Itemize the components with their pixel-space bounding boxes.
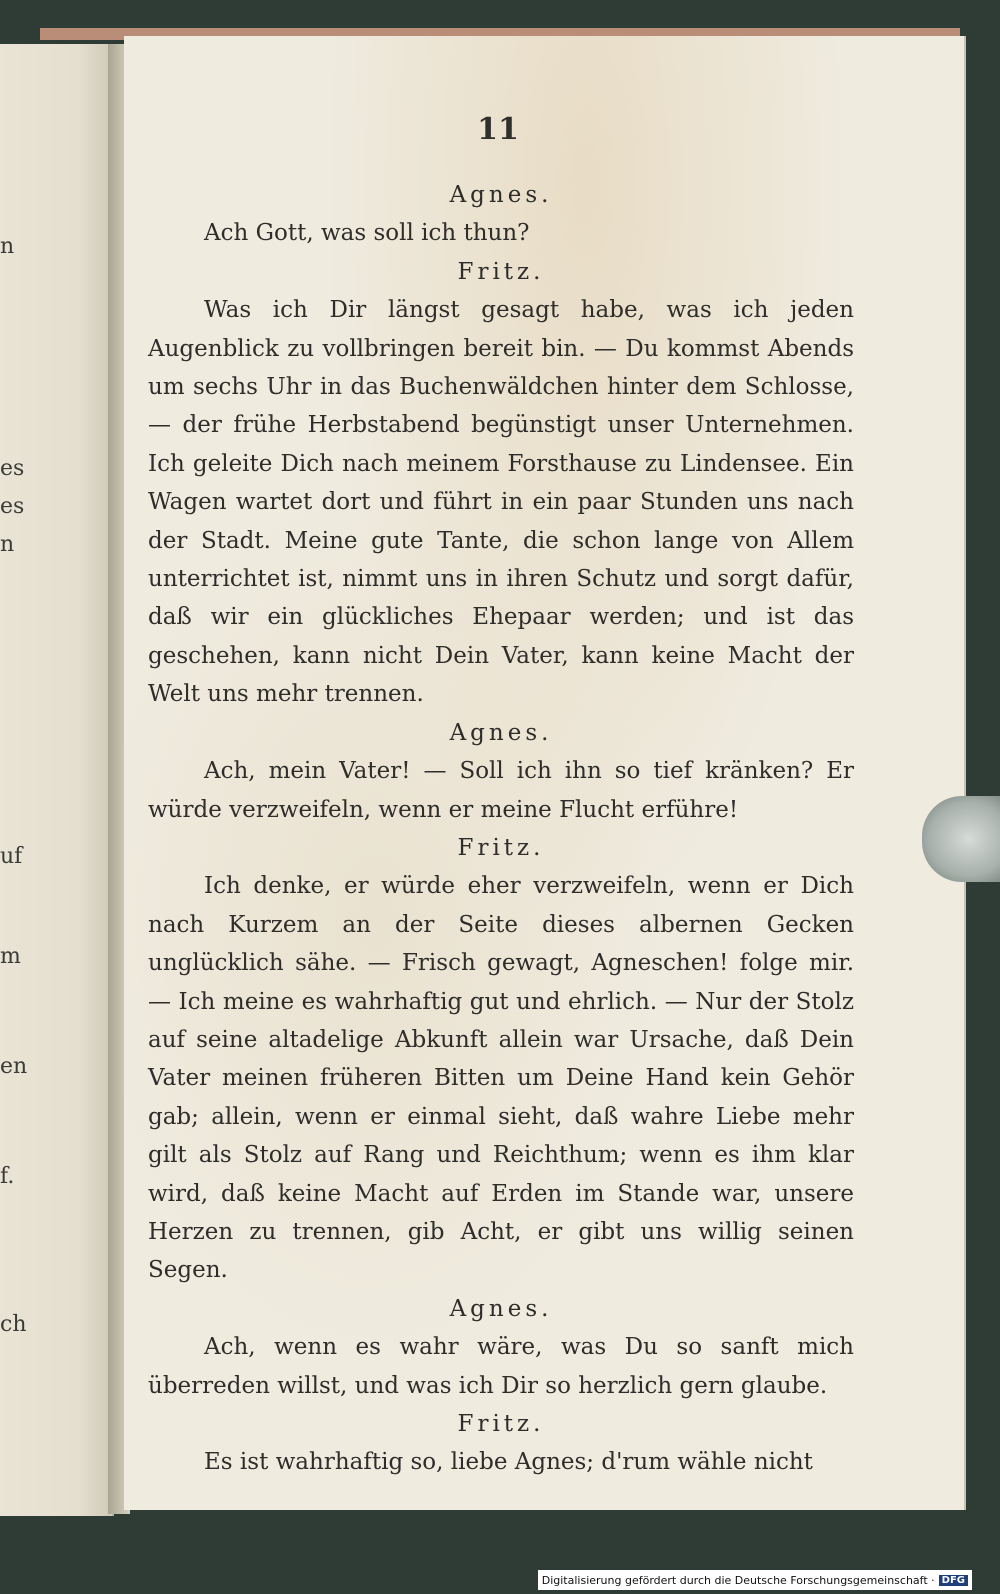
left-page-fragment: en <box>0 1054 28 1079</box>
speaker-heading: Agnes. <box>449 719 553 746</box>
speaker-heading: Fritz. <box>457 258 545 285</box>
page-clip <box>922 796 1000 882</box>
left-page-fragment: es <box>0 456 25 481</box>
left-page-fragment: f. <box>0 1164 15 1189</box>
speaker-heading: Fritz. <box>457 834 545 861</box>
dialogue-paragraph: Ich denke, er würde eher verzweifeln, wenn er Dich nach Kurzem an der Seite dieses albernen Gecken unglücklich sähe. — Frisch gewagt, Agneschen! folge mir. — Ich meine es wahrhaftig gut und ehrlich. — Nur der Stolz auf seine altadelige Abkunft allein war Ursache, daß Dein Vater meinen früheren Bitten um Deine Hand kein Gehör gab; allein, wenn er einmal sieht, daß wahre Liebe mehr gilt als Stolz auf Rang und Reichthum; wenn es ihm klar wird, daß keine Macht auf Erden im Stande war, unsere Herzen zu trennen, gib Acht, er gibt uns willig seinen Segen. <box>148 873 854 1284</box>
left-page-fragment: m <box>0 944 21 969</box>
dialogue-paragraph: Es ist wahrhaftig so, liebe Agnes; d'rum wähle nicht <box>204 1449 813 1476</box>
dfg-logo: DFG <box>939 1575 968 1586</box>
speaker-heading: Agnes. <box>449 1295 553 1322</box>
text-block <box>148 176 854 1482</box>
left-page-fragment: es <box>0 494 25 519</box>
dialogue-paragraph: Ach, mein Vater! — Soll ich ihn so tief kränken? Er würde verzweifeln, wenn er meine Flucht erführe! <box>148 758 854 823</box>
dialogue-paragraph: Was ich Dir längst gesagt habe, was ich jeden Augenblick zu vollbringen bereit bin. — Du kommst Abends um sechs Uhr in das Buchenwäldchen hinter dem Schlosse, — der frühe Herbstabend begünstigt unser Unternehmen. Ich geleite Dich nach meinem Forsthause zu Lindensee. Ein Wagen wartet dort und führt in ein paar Stunden uns nach der Stadt. Meine gute Tante, die schon lange von Allem unterrichtet ist, nimmt uns in ihren Schutz und sorgt dafür, daß wir ein glückliches Ehepaar werden; und ist das geschehen, kann nicht Dein Vater, kann keine Macht der Welt uns mehr trennen. <box>148 297 854 708</box>
footer-credit <box>538 1570 972 1590</box>
dialogue-paragraph: Ach Gott, was soll ich thun? <box>204 220 530 247</box>
speaker-heading: Fritz. <box>457 1411 545 1437</box>
left-page-fragment: uf <box>0 844 23 869</box>
left-page-fragment: n <box>0 532 15 557</box>
left-page-fragment: n <box>0 234 15 259</box>
left-page <box>0 44 114 1516</box>
left-page-fragment: ch <box>0 1312 27 1337</box>
footer-credit-text: Digitalisierung gefördert durch die Deutsche Forschungsgemeinschaft · <box>541 1573 935 1587</box>
dialogue-paragraph: Ach, wenn es wahr wäre, was Du so sanft mich überreden willst, und was ich Dir so herzlich gern glaube. <box>148 1334 854 1399</box>
page-number: 11 <box>477 112 519 147</box>
speaker-heading: Agnes. <box>449 182 553 208</box>
